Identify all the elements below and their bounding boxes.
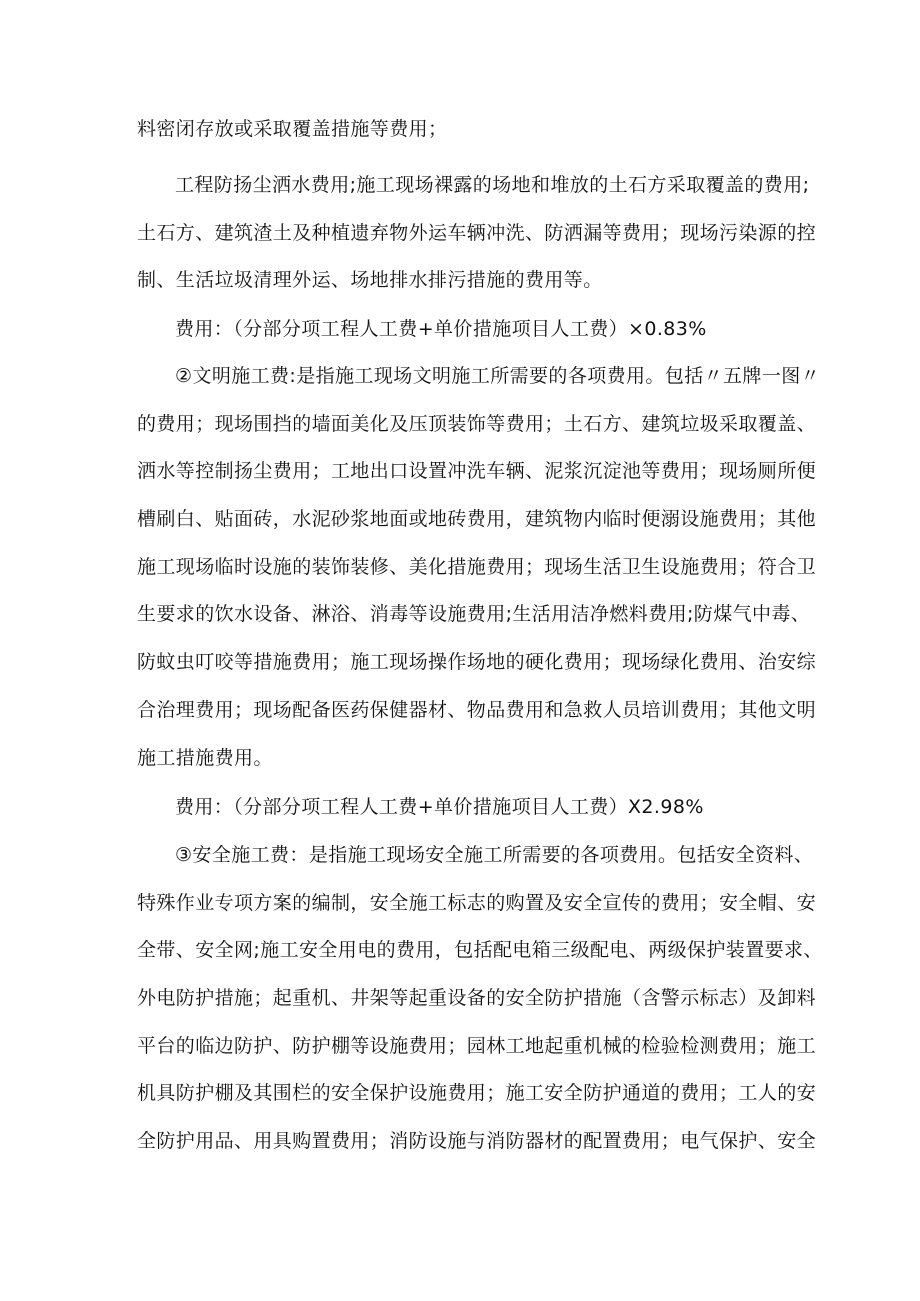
text-line: 外电防护措施；起重机、井架等起重设备的安全防护措施（含警示标志）及卸料 [137,987,817,1010]
text-line: 施工现场临时设施的装饰装修、美化措施费用；现场生活卫生设施费用；符合卫 [137,555,817,578]
text-line: 特殊作业专项方案的编制，安全施工标志的购置及安全宣传的费用；安全帽、安 [137,891,817,914]
formula-civilized-construction [175,784,704,832]
paragraph-continuation [137,106,447,154]
text-line: 合治理费用；现场配备医药保健器材、物品费用和急救人员培训费用；其他文明 [137,698,817,721]
text-line: 料密闭存放或采取覆盖措施等费用； [137,118,448,140]
text-line: 全防护用品、用具购置费用；消防设施与消防器材的配置费用；电气保护、安全 [137,1130,817,1153]
text-line: 费用：（分部分项工程人工费+单价措施项目人工费）×0.83% [175,318,707,340]
text-line: 全带、安全网;施工安全用电的费用，包括配电箱三级配电、两级保护装置要求、 [137,939,823,962]
text-line: 工程防扬尘洒水费用;施工现场裸露的场地和堆放的土石方采取覆盖的费用; [175,174,810,196]
text-line: 土石方、建筑渣土及种植遗弃物外运车辆冲洗、防洒漏等费用；现场污染源的控 [137,221,817,244]
paragraph-civilized-construction [137,353,820,782]
text-line: 制、生活垃圾清理外运、场地排水排污措施的费用等。 [137,269,603,292]
text-line: 洒水等控制扬尘费用；工地出口设置冲洗车辆、泥浆沉淀池等费用；现场厕所便 [137,460,817,483]
text-line: 费用：（分部分项工程人工费+单价措施项目人工费）X2.98% [175,796,704,818]
formula-env-protection [175,306,707,354]
paragraph-dust-control [137,162,816,305]
text-line: 机具防护棚及其围栏的安全保护设施费用；施工安全防护通道的费用；工人的安 [137,1082,817,1105]
text-line: 生要求的饮水设备、淋浴、消毒等设施费用;生活用洁净燃料费用;防煤气中毒、 [137,603,811,626]
text-line: 槽刷白、贴面砖，水泥砂浆地面或地砖费用，建筑物内临时便溺设施费用；其他 [137,508,817,531]
text-line: 平台的临边防护、防护棚等设施费用；园林工地起重机械的检验检测费用；施工 [137,1034,817,1057]
paragraph-safety-construction [137,832,823,1166]
text-line: 防蚊虫叮咬等措施费用；施工现场操作场地的硬化费用；现场绿化费用、治安综 [137,651,817,674]
text-line: ③安全施工费：是指施工现场安全施工所需要的各项费用。包括安全资料、 [175,844,814,866]
text-line: ②文明施工费:是指施工现场文明施工所需要的各项费用。包括〃五牌一图〃 [175,365,821,387]
text-line: 施工措施费用。 [137,746,273,769]
text-line: 的费用；现场围挡的墙面美化及压顶装饰等费用；土石方、建筑垃圾采取覆盖、 [137,412,817,435]
